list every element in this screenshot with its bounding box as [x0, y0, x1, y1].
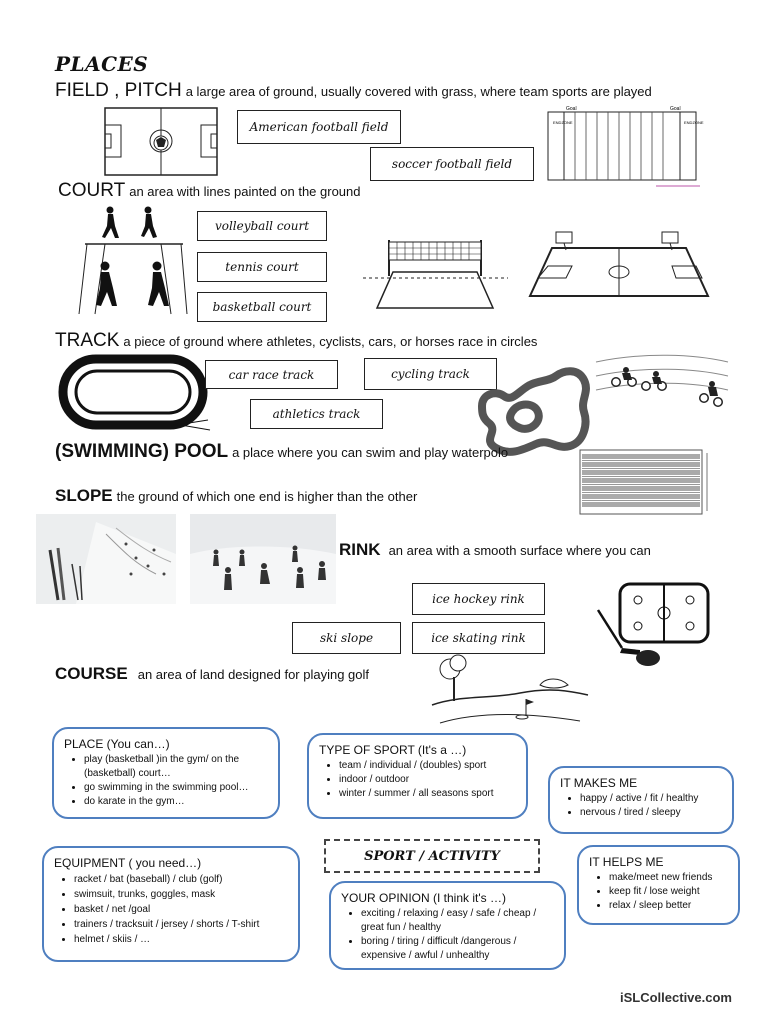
term-field: FIELD , PITCH [55, 80, 182, 101]
term-course: COURSE [55, 664, 128, 683]
box-it-makes-me [548, 766, 734, 834]
box-place [52, 727, 280, 819]
soccer-field-image [104, 107, 219, 177]
definition-course: an area of land designed for playing golf [137, 667, 370, 682]
label-ski-slope: ski slope [292, 622, 401, 654]
brand-watermark: iSLCollective.com [620, 990, 732, 1005]
list-item: • team / individual / (doubles) sport [339, 759, 516, 773]
list-item: • exciting / relaxing / easy / safe / cheap / great fun / healthy [361, 907, 554, 935]
label-cycling-track: cycling track [364, 358, 497, 390]
term-slope: SLOPE [55, 486, 113, 505]
label-basketball-court: basketball court [197, 292, 327, 322]
term-track: TRACK [55, 330, 120, 351]
definition-pool: a place where you can swim and play waterpolo [232, 445, 509, 460]
endzone-label-left: ENDZONE [553, 120, 573, 125]
page-title: PLACES [55, 52, 149, 76]
list-item: • happy / active / fit / healthy [580, 792, 722, 806]
list-item: • trainers / tracksuit / jersey / shorts / T-shirt [74, 917, 288, 932]
definition-field: a large area of ground, usually covered with grass, where team sports are played [185, 84, 652, 99]
label-ice-skating-rink: ice skating rink [412, 622, 545, 654]
section-course [55, 664, 369, 684]
list-item: • go swimming in the swimming pool… [84, 781, 268, 795]
section-track [55, 330, 537, 352]
label-ice-hockey-rink: ice hockey rink [412, 583, 545, 615]
cyclists-image [594, 352, 729, 420]
section-rink [339, 540, 651, 560]
label-car-race-track: car race track [205, 360, 338, 389]
list-item: • relax / sleep better [609, 899, 728, 913]
box-opinion-title: YOUR OPINION (I think it's …) [341, 891, 506, 905]
list-item: • nervous / tired / sleepy [580, 806, 722, 820]
box-helps-title: IT HELPS ME [589, 855, 664, 869]
section-court [58, 180, 361, 202]
box-your-opinion [329, 881, 566, 970]
list-item: • racket / bat (baseball) / club (golf) [74, 872, 288, 887]
box-it-helps-me [577, 845, 740, 925]
center-sport-activity: SPORT / ACTIVITY [324, 839, 540, 873]
term-court: COURT [58, 180, 126, 201]
section-pool [55, 441, 508, 463]
definition-slope: the ground of which one end is higher than the other [116, 489, 418, 504]
box-place-title: PLACE (You can…) [64, 737, 170, 751]
list-item: • indoor / outdoor [339, 773, 516, 787]
label-tennis-court: tennis court [197, 252, 327, 282]
basketball-court-image [526, 230, 713, 300]
box-makes-title: IT MAKES ME [560, 776, 638, 790]
list-item: • play (basketball )in the gym/ on the (basketball) court… [84, 753, 268, 781]
box-equipment-title: EQUIPMENT ( you need…) [54, 856, 202, 870]
swimming-pool-image [579, 449, 713, 519]
ice-skating-image [190, 514, 336, 604]
label-soccer-football-field: soccer football field [370, 147, 534, 181]
athletics-track-image [60, 356, 212, 431]
list-item: • basket / net /goal [74, 902, 288, 917]
golf-course-image [430, 655, 590, 729]
goal-label-right: Goal [670, 106, 681, 112]
endzone-label-right: ENDZONE [684, 120, 704, 125]
list-item: • do karate in the gym… [84, 795, 268, 809]
ice-hockey-rink-image [594, 582, 714, 674]
label-american-football-field: American football field [237, 110, 401, 144]
label-athletics-track: athletics track [250, 399, 383, 429]
list-item: • boring / tiring / difficult /dangerous / expensive / awful / unhealthy [361, 935, 554, 963]
goal-label-left: Goal [566, 106, 577, 112]
definition-court: an area with lines painted on the ground [129, 184, 361, 199]
list-item: • winter / summer / all seasons sport [339, 787, 516, 801]
american-football-field-image [546, 104, 702, 190]
ski-slope-image [36, 514, 176, 604]
section-slope [55, 486, 417, 506]
section-field [55, 80, 652, 102]
list-item: • keep fit / lose weight [609, 885, 728, 899]
term-rink: RINK [339, 540, 381, 559]
volleyball-court-image [363, 236, 508, 311]
list-item: • swimsuit, trunks, goggles, mask [74, 887, 288, 902]
definition-track: a piece of ground where athletes, cyclists, cars, or horses race in circles [123, 334, 538, 349]
list-item: • helmet / skiis / … [74, 932, 288, 947]
tennis-players-image [75, 204, 190, 316]
term-pool: (SWIMMING) POOL [55, 441, 229, 462]
definition-rink: an area with a smooth surface where you can [388, 543, 651, 558]
list-item: • make/meet new friends [609, 871, 728, 885]
box-equipment [42, 846, 300, 962]
box-type-of-sport [307, 733, 528, 819]
box-type-title: TYPE OF SPORT (It's a …) [319, 743, 467, 757]
label-volleyball-court: volleyball court [197, 211, 327, 241]
